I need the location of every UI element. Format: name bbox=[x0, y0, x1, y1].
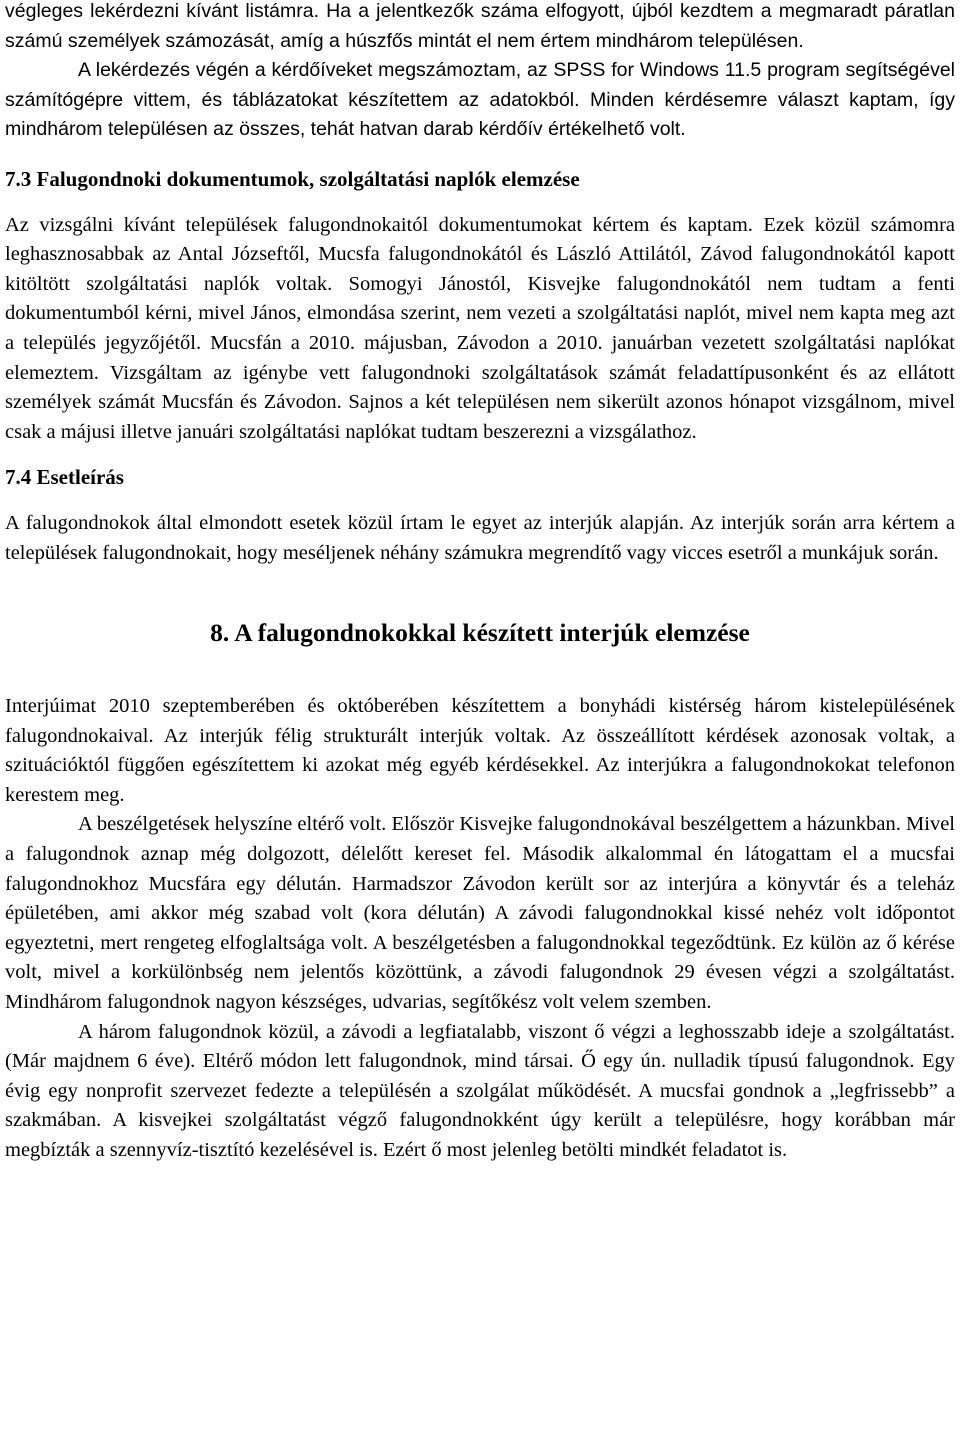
document-page bbox=[5, 0, 955, 1166]
paragraph-documents: Az vizsgálni kívánt települések falugondnokaitól dokumentumokat kértem és kaptam. Ezek közül számomra leghasznosabbak az Antal Józseftől, Mucsfa falugondnokától és László Attilától, Závod falugondnokától kapott kitöltött szolgáltatási naplók voltak. Somogyi Jánostól, Kisvejke falugondnokától nem tudtam a fenti dokumentumból kérni, mivel János, elmondása szerint, nem vezeti a szolgáltatási naplót, mivel nem kapta meg azt a település jegyzőjétől. Mucsfán a 2010. májusban, Závodon a 2010. januárban vezetett szolgáltatási naplókat elemeztem. Vizsgáltam az igénybe vett falugondnoki szolgáltatások számát feladattípusonként és az ellátott személyek számát Mucsfán és Závodon. Sajnos a két településen nem sikerült azonos hónapot vizsgálnom, mivel csak a májusi illetve januári szolgáltatási naplókat tudtam beszerezni a vizsgálathoz. bbox=[5, 213, 955, 443]
paragraph-interviews: Interjúimat 2010 szeptemberében és októberében készítettem a bonyhádi kistérség három kistelepülésének falugondnokaival. Az interjúk félig strukturált interjúk voltak. Az összeállított kérdések azonosak voltak, a szituációktól függően egészítettem ki azokat még egyéb kérdésekkel. Az interjúkra a falugondnokokat telefonon kerestem meg. bbox=[5, 695, 955, 806]
paragraph-spss: A lekérdezés végén a kérdőíveket megszámoztam, az SPSS for Windows 11.5 program segítségével számítógépre vittem, és táblázatokat készítettem az adatokból. Minden kérdésemre választ kaptam, így mindhárom településen az összes, tehát hatvan darab kérdőív értékelhető volt. bbox=[5, 59, 955, 141]
section-heading-7-4: 7.4 Esetleírás bbox=[5, 465, 124, 490]
paragraph-locations: A beszélgetések helyszíne eltérő volt. Először Kisvejke falugondnokával beszélgettem a házunkban. Mivel a falugondnok aznap még dolgozott, délelőtt kereset fel. Második alkalommal én látogattam el a mucsfai falugondnokhoz Mucsfára egy délután. Harmadszor Závodon került sor az interjúra a könyvtár és a teleház épületében, ami akkor még szabad volt (kora délután) A závodi falugondnokkal kissé nehéz volt időpontot egyeztetni, mert rengeteg elfoglaltsága volt. A beszélgetésben a falugondnokkal tegeződtünk. Ez külön az ő kérése volt, mivel a korkülönbség nem jelentős közöttünk, a závodi falugondnok 29 évesen végzi a szolgáltatást. Mindhárom falugondnok nagyon készséges, udvarias, segítőkész volt velem szemben. bbox=[5, 813, 955, 1014]
chapter-heading-8: 8. A falugondnokokkal készített interjúk elemzése bbox=[210, 618, 750, 648]
paragraph-caretakers: A három falugondnok közül, a závodi a legfiatalabb, viszont ő végzi a leghosszabb ideje a szolgáltatást. (Már majdnem 6 éve). Eltérő módon lett falugondnok, mind társai. Ő egy ún. nulladik típusú falugondnok. Egy évig egy nonprofit szervezet fedezte a településén a szolgálat működését. A mucsfai gondnok a „legfrissebb” a szakmában. A kisvejkei szolgáltatást végző falugondnokként úgy került a településre, hogy korábban már megbízták a szennyvíz-tisztító kezelésével is. Ezért ő most jelenleg betölti mindkét feladatot is. bbox=[5, 1020, 955, 1161]
paragraph-intro: végleges lekérdezni kívánt listámra. Ha a jelentkezők száma elfogyott, újból kezdtem a megmaradt páratlan számú személyek számozását, amíg a húszfős mintát el nem értem mindhárom településen. bbox=[5, 0, 955, 52]
section-heading-7-3: 7.3 Falugondnoki dokumentumok, szolgáltatási naplók elemzése bbox=[5, 166, 580, 191]
paragraph-case-description: A falugondnokok által elmondott esetek közül írtam le egyet az interjúk alapján. Az interjúk során arra kértem a települések falugondnokait, hogy meséljenek néhány számukra megrendítő vagy vicces esetről a munkájuk során. bbox=[5, 511, 955, 564]
